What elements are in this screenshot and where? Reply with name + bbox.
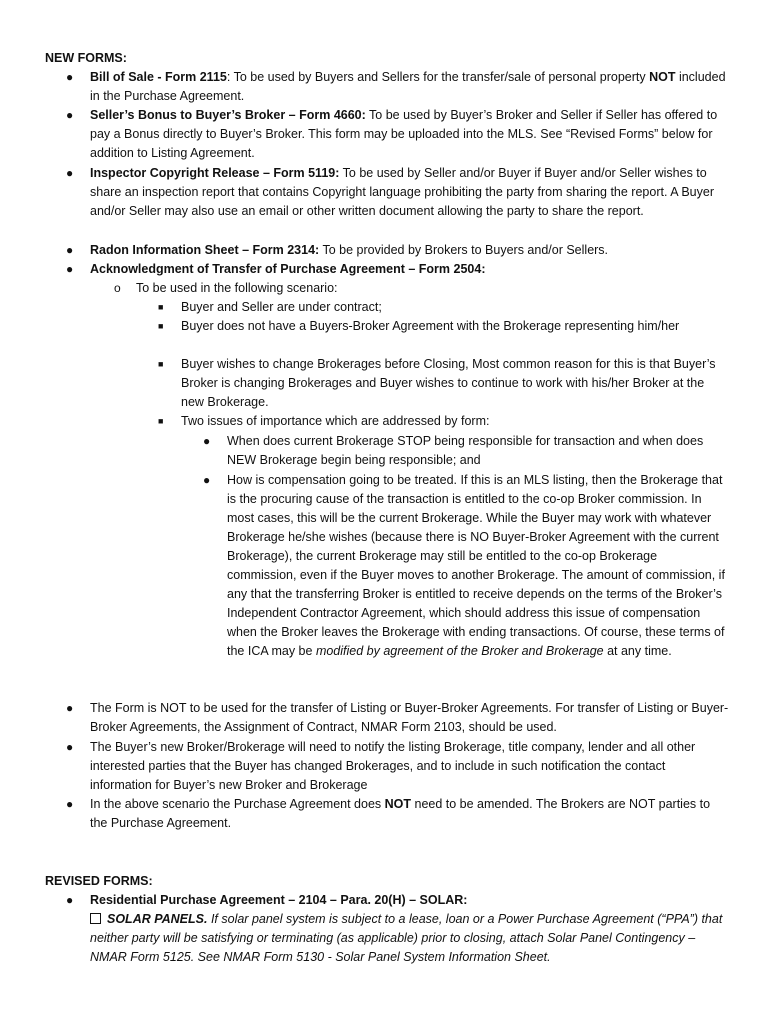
bullet-icon: ● (66, 740, 74, 754)
list-item (90, 260, 730, 279)
issue-item (227, 471, 727, 661)
bullet-icon: ● (66, 797, 74, 811)
list-item (90, 68, 730, 106)
scenario-item: Buyer wishes to change Brokerages before Closing, Most common reason for this is that Buyer’s Broker is changing Brokerages and Buyer wishes to continue to work with his/her Broker at the new Brokerage. (181, 357, 716, 409)
item-text: : To be used by Buyers and Sellers for the transfer/sale of personal property (226, 70, 646, 84)
item-title: Residential Purchase Agreement – 2104 – Para. 20(H) – SOLAR: (90, 893, 468, 907)
bullet-icon: ● (203, 473, 211, 487)
item-bold: NOT (649, 70, 676, 84)
circle-bullet-icon: o (114, 281, 121, 295)
bullet-icon: ● (66, 166, 74, 180)
solar-text: If solar panel system is subject to a lease, loan or a Power Purchase Agreement (“PPA”) that neither party will be satisfying or terminating (as applicable) prior to closing, (90, 912, 723, 945)
item-title: Inspector Copyright Release – Form 5119: (90, 166, 340, 180)
issue-item: When does current Brokerage STOP being responsible for transaction and when does NEW Brokerage begin being responsible; and (227, 434, 704, 467)
revised-forms-heading: REVISED FORMS: (45, 874, 153, 888)
item-text: To be provided by Brokers to Buyers and/or Sellers. (319, 243, 609, 257)
bullet-icon: ● (203, 434, 211, 448)
list-item (90, 795, 730, 833)
solar-clause (90, 910, 730, 967)
bullet-icon: ● (66, 893, 74, 907)
issue-italic: modified by agreement of the Broker and Brokerage (315, 644, 604, 658)
item-title: Radon Information Sheet – Form 2314: (90, 243, 320, 257)
item-title: Acknowledgment of Transfer of Purchase Agreement – Form 2504: (90, 262, 486, 276)
list-item (90, 106, 730, 163)
square-bullet-icon: ■ (158, 321, 164, 331)
list-item: The Form is NOT to be used for the transfer of Listing or Buyer-Broker Agreements. For transfer of Listing or Buyer-Broker Agreements, the Assignment of Contract, NMAR Form 2103, should be used. (90, 701, 729, 734)
bullet-icon: ● (66, 70, 74, 84)
item-title: Bill of Sale - Form 2115 (90, 70, 227, 84)
square-bullet-icon: ■ (158, 302, 164, 312)
square-bullet-icon: ■ (158, 359, 164, 369)
list-item (90, 241, 730, 260)
item-text: To be used by Buyer’s Broker and Seller if Seller has offered to pay a Bonus directly to Buyer’s Broker. This form may be uploaded into the MLS. See “Revised Forms” below for addition to Listing Agreement. (90, 108, 718, 160)
item-text: included in the Purchase Agreement. (90, 70, 726, 103)
list-item (90, 164, 730, 221)
list-item: The Buyer’s new Broker/Brokerage will need to notify the listing Brokerage, title company, lender and all other interested parties that the Buyer has changed Brokerages, and to include in such notification the contact information for Buyer’s new Broker and Brokerage (90, 740, 696, 792)
item-title: Seller’s Bonus to Buyer’s Broker – Form 4660: (90, 108, 366, 122)
item-text: To be used by Seller and/or Buyer if Buyer and/or Seller wishes to share an inspection report that contains Copyright language prohibiting the party from sharing the report. A Buyer and/or Seller may also use an email or other written document allowing the party to share the report. (90, 166, 714, 218)
checkbox-icon[interactable] (90, 913, 101, 924)
bullet-icon: ● (66, 701, 74, 715)
solar-text-attach: attach Solar Panel Contingency – NMAR Form 5125. See NMAR Form 5130 - Solar Panel System Information Sheet. (90, 931, 696, 964)
sub-intro: To be used in the following scenario: (136, 281, 338, 295)
scenario-item: Buyer and Seller are under contract; (181, 300, 382, 314)
item-text: In the above scenario the Purchase Agreement does (90, 797, 385, 811)
list-item (90, 891, 730, 910)
bullet-icon: ● (66, 262, 74, 276)
item-text: need to be amended. The Brokers are NOT parties to the Purchase Agreement. (90, 797, 711, 830)
scenario-item: Buyer does not have a Buyers-Broker Agreement with the Brokerage representing him/her (181, 319, 680, 333)
new-forms-heading: NEW FORMS: (45, 51, 127, 65)
square-bullet-icon: ■ (158, 416, 164, 426)
issue-tail: at any time. (603, 644, 672, 658)
issue-text: How is compensation going to be treated. If this is an MLS listing, then the Brokerage that is the procuring cause of the transaction is entitled to the co-op Broker commission. In most cases, this will be the current Brokerage. While the Buyer may work with whatever Brokerage he/she wishes (because there is NO Buyer-Broker Agreement with the current Brokerage), the current Brokerage may still be entitled to the co-op Brokerage commission, even if the Buyer moves to another Brokerage. The amount of commission, if any that the transferring Broker is entitled to receive depends on the terms of the Broker’s Independent Contractor Agreement, which should address this issue of compensation when the Broker leaves the Brokerage with ending transactions. Of course, these terms of the ICA may be (227, 473, 725, 658)
bullet-icon: ● (66, 108, 74, 122)
bullet-icon: ● (66, 243, 74, 257)
item-bold: NOT (384, 797, 412, 811)
solar-label: SOLAR PANELS. (107, 912, 208, 926)
scenario-item: Two issues of importance which are addressed by form: (181, 414, 490, 428)
